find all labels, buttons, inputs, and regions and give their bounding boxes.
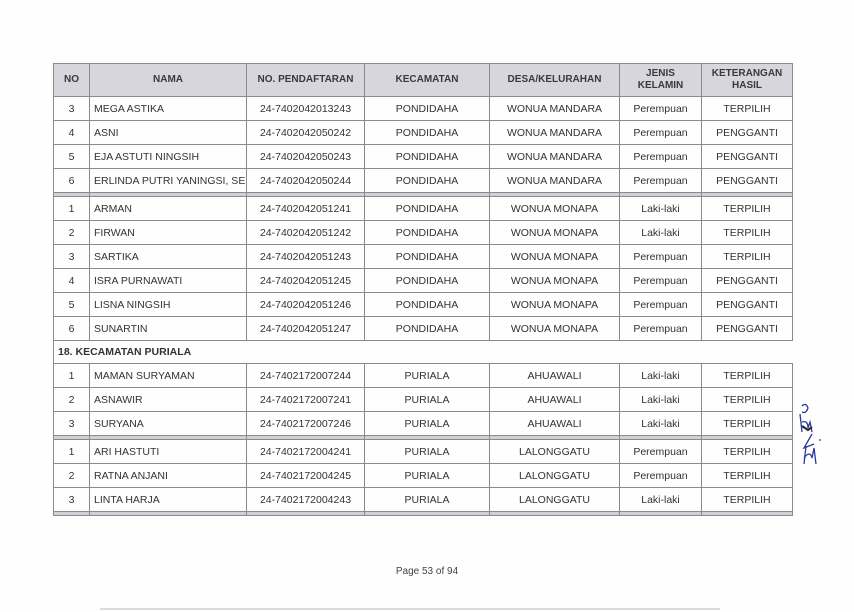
cell-desa: WONUA MONAPA (490, 221, 620, 245)
cell-kecamatan: PONDIDAHA (365, 145, 490, 169)
cell-kecamatan: PONDIDAHA (365, 245, 490, 269)
cell-keterangan: TERPILIH (702, 364, 793, 388)
cell-keterangan: TERPILIH (702, 440, 793, 464)
table-row (54, 197, 793, 221)
cell-nama: EJA ASTUTI NINGSIH (90, 145, 247, 169)
cell-desa: WONUA MONAPA (490, 197, 620, 221)
header-jenis-line1: JENIS (646, 68, 675, 79)
header-jenis-line2: KELAMIN (637, 80, 684, 91)
cell-desa: WONUA MONAPA (490, 317, 620, 341)
cell-no-pendaftaran: 24-7402172007241 (247, 388, 365, 412)
cell-no-pendaftaran: 24-7402042051246 (247, 293, 365, 317)
cell-desa: WONUA MONAPA (490, 293, 620, 317)
table-row (54, 412, 793, 436)
cell-no-pendaftaran: 24-7402172004243 (247, 488, 365, 512)
cell-no-pendaftaran: 24-7402172004241 (247, 440, 365, 464)
signature-icon (792, 400, 828, 480)
header-keterangan-line1: KETERANGAN (711, 68, 783, 79)
cell-nama: ASNAWIR (90, 388, 247, 412)
cell-keterangan: TERPILIH (702, 197, 793, 221)
cell-keterangan: PENGGANTI (702, 269, 793, 293)
cell-keterangan: PENGGANTI (702, 145, 793, 169)
cell-kecamatan: PURIALA (365, 440, 490, 464)
header-desa: DESA/KELURAHAN (490, 64, 620, 97)
cell-keterangan: TERPILIH (702, 245, 793, 269)
section-title: 18. KECAMATAN PURIALA (54, 341, 793, 364)
table-row (54, 440, 793, 464)
cell-no: 5 (54, 293, 90, 317)
cell-nama: ISRA PURNAWATI (90, 269, 247, 293)
table-row (54, 245, 793, 269)
cell-jenis-kelamin: Laki-laki (620, 197, 702, 221)
cell-no-pendaftaran: 24-7402042050243 (247, 145, 365, 169)
header-no-pendaftaran: NO. PENDAFTARAN (247, 64, 365, 97)
table-row (54, 488, 793, 512)
cell-kecamatan: PONDIDAHA (365, 221, 490, 245)
cell-no: 1 (54, 364, 90, 388)
cell-nama: ARI HASTUTI (90, 440, 247, 464)
cell-no-pendaftaran: 24-7402172004245 (247, 464, 365, 488)
cell-no-pendaftaran: 24-7402042051247 (247, 317, 365, 341)
cell-no-pendaftaran: 24-7402042051245 (247, 269, 365, 293)
cell-no: 2 (54, 221, 90, 245)
cell-desa: WONUA MONAPA (490, 269, 620, 293)
cell-no-pendaftaran: 24-7402042051241 (247, 197, 365, 221)
cell-jenis-kelamin: Perempuan (620, 440, 702, 464)
cell-jenis-kelamin: Perempuan (620, 97, 702, 121)
page-footer: Page 53 of 94 (395, 566, 459, 577)
header-kecamatan: KECAMATAN (365, 64, 490, 97)
cell-keterangan: TERPILIH (702, 97, 793, 121)
table-body (54, 97, 793, 516)
table-row (54, 269, 793, 293)
cell-jenis-kelamin: Laki-laki (620, 364, 702, 388)
cell-desa: LALONGGATU (490, 464, 620, 488)
cell-no: 3 (54, 412, 90, 436)
cell-kecamatan: PURIALA (365, 488, 490, 512)
cell-jenis-kelamin: Laki-laki (620, 412, 702, 436)
table-row (54, 317, 793, 341)
cell-kecamatan: PONDIDAHA (365, 121, 490, 145)
cell-nama: RATNA ANJANI (90, 464, 247, 488)
cell-keterangan: TERPILIH (702, 221, 793, 245)
cell-keterangan: PENGGANTI (702, 293, 793, 317)
results-table (53, 63, 793, 516)
cell-desa: WONUA MONAPA (490, 245, 620, 269)
cell-kecamatan: PURIALA (365, 364, 490, 388)
header-jenis-kelamin (620, 64, 702, 97)
cell-no: 3 (54, 245, 90, 269)
cell-nama: LISNA NINGSIH (90, 293, 247, 317)
cell-jenis-kelamin: Laki-laki (620, 488, 702, 512)
cell-jenis-kelamin: Perempuan (620, 169, 702, 193)
cell-no-pendaftaran: 24-7402042013243 (247, 97, 365, 121)
cell-jenis-kelamin: Perempuan (620, 121, 702, 145)
cell-kecamatan: PONDIDAHA (365, 317, 490, 341)
cell-kecamatan: PONDIDAHA (365, 269, 490, 293)
cell-no-pendaftaran: 24-7402042050242 (247, 121, 365, 145)
table-row (54, 97, 793, 121)
cell-nama: SARTIKA (90, 245, 247, 269)
cell-desa: WONUA MANDARA (490, 145, 620, 169)
cell-desa: AHUAWALI (490, 364, 620, 388)
cell-nama: MEGA ASTIKA (90, 97, 247, 121)
header-nama: NAMA (90, 64, 247, 97)
cell-jenis-kelamin: Perempuan (620, 269, 702, 293)
cell-nama: ARMAN (90, 197, 247, 221)
cell-kecamatan: PONDIDAHA (365, 169, 490, 193)
cell-jenis-kelamin: Perempuan (620, 293, 702, 317)
cell-nama: LINTA HARJA (90, 488, 247, 512)
table-row (54, 293, 793, 317)
cell-jenis-kelamin: Perempuan (620, 317, 702, 341)
table-row (54, 145, 793, 169)
cell-keterangan: TERPILIH (702, 488, 793, 512)
cell-desa: WONUA MANDARA (490, 121, 620, 145)
cell-no: 4 (54, 121, 90, 145)
table-row (54, 121, 793, 145)
page-bottom-edge (100, 608, 720, 610)
cell-kecamatan: PONDIDAHA (365, 97, 490, 121)
cell-no: 3 (54, 97, 90, 121)
cell-keterangan: PENGGANTI (702, 121, 793, 145)
cell-keterangan: TERPILIH (702, 412, 793, 436)
cell-nama: MAMAN SURYAMAN (90, 364, 247, 388)
header-no: NO (54, 64, 90, 97)
section-row (54, 341, 793, 364)
table-row (54, 364, 793, 388)
cell-jenis-kelamin: Perempuan (620, 464, 702, 488)
cell-keterangan: TERPILIH (702, 464, 793, 488)
cell-nama: ASNI (90, 121, 247, 145)
cell-no: 5 (54, 145, 90, 169)
cell-no: 1 (54, 440, 90, 464)
cell-desa: LALONGGATU (490, 488, 620, 512)
cell-no: 6 (54, 169, 90, 193)
cell-no-pendaftaran: 24-7402042051242 (247, 221, 365, 245)
cell-jenis-kelamin: Perempuan (620, 145, 702, 169)
cell-keterangan: PENGGANTI (702, 169, 793, 193)
cell-kecamatan: PONDIDAHA (365, 197, 490, 221)
cell-desa: LALONGGATU (490, 440, 620, 464)
cell-no: 1 (54, 197, 90, 221)
cell-kecamatan: PURIALA (365, 464, 490, 488)
cell-desa: AHUAWALI (490, 388, 620, 412)
cell-no: 6 (54, 317, 90, 341)
cell-desa: WONUA MANDARA (490, 169, 620, 193)
cell-jenis-kelamin: Laki-laki (620, 221, 702, 245)
table-row (54, 169, 793, 193)
cell-nama: ERLINDA PUTRI YANINGSI, SE (90, 169, 247, 193)
cell-no-pendaftaran: 24-7402172007244 (247, 364, 365, 388)
table-row (54, 388, 793, 412)
cell-desa: WONUA MANDARA (490, 97, 620, 121)
cell-no: 3 (54, 488, 90, 512)
cell-no-pendaftaran: 24-7402172007246 (247, 412, 365, 436)
table-row (54, 464, 793, 488)
cell-desa: AHUAWALI (490, 412, 620, 436)
cell-no: 2 (54, 464, 90, 488)
table-row (54, 221, 793, 245)
cell-no-pendaftaran: 24-7402042050244 (247, 169, 365, 193)
cell-jenis-kelamin: Perempuan (620, 245, 702, 269)
cell-no: 2 (54, 388, 90, 412)
cell-jenis-kelamin: Laki-laki (620, 388, 702, 412)
cell-no: 4 (54, 269, 90, 293)
cell-kecamatan: PURIALA (365, 388, 490, 412)
cell-kecamatan: PONDIDAHA (365, 293, 490, 317)
cell-nama: SURYANA (90, 412, 247, 436)
cell-no-pendaftaran: 24-7402042051243 (247, 245, 365, 269)
group-separator (54, 512, 793, 516)
cell-keterangan: TERPILIH (702, 388, 793, 412)
header-keterangan-line2: HASIL (732, 80, 762, 91)
cell-keterangan: PENGGANTI (702, 317, 793, 341)
cell-nama: SUNARTIN (90, 317, 247, 341)
table-header-row (54, 64, 793, 97)
header-keterangan (702, 64, 793, 97)
cell-kecamatan: PURIALA (365, 412, 490, 436)
cell-nama: FIRWAN (90, 221, 247, 245)
